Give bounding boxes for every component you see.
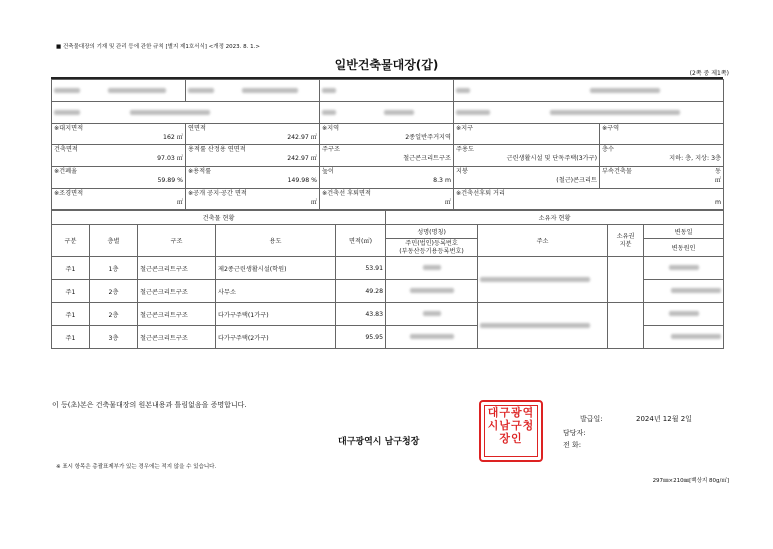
- col-use: 용도: [216, 225, 336, 257]
- col-area: 면적(㎡): [336, 225, 386, 257]
- col-change-reason: 변동원인: [644, 239, 724, 257]
- district-cell: ※지구: [454, 124, 600, 145]
- document-title: 일반건축물대장(갑): [334, 58, 439, 72]
- sector-cell: ※구역: [600, 124, 724, 145]
- site-location-cell: [52, 102, 320, 124]
- table-row: 주1 2층 철근콘크리트구조 다가구주택(1가구) 43.83: [52, 303, 724, 326]
- register-sheet: [51, 77, 723, 349]
- phone-label: 전 화:: [563, 441, 582, 449]
- total-area-cell: 연면적 242.97 ㎡: [186, 124, 320, 145]
- owner-status-heading: 소유자 현황: [386, 211, 724, 225]
- household-cell: [454, 80, 724, 102]
- page-count: (2쪽 중 제1쪽): [689, 70, 729, 77]
- col-division: 구분: [52, 225, 90, 257]
- annex-cell: 부속건축물 동 ㎡: [600, 167, 724, 189]
- setback-area-cell: ※건축선 후퇴면적 ㎡: [320, 189, 454, 210]
- col-structure: 구조: [138, 225, 216, 257]
- manager-label: 담당자:: [563, 429, 586, 437]
- setback-distance-cell: ※건축선후퇴 거리 m: [454, 189, 724, 210]
- building-status-heading: 건축물 현황: [52, 211, 386, 225]
- paper-spec: 297㎜×210㎜[백상지 80g/㎡]: [652, 478, 729, 484]
- table-row: 주1 2층 철근콘크리트구조 사무소 49.28: [52, 280, 724, 303]
- info-row-building: [52, 145, 724, 167]
- col-address: 주소: [478, 225, 608, 257]
- col-owner-name: 성명(명칭): [386, 225, 478, 239]
- road-address-cell: [454, 102, 724, 124]
- status-section-row: [52, 211, 724, 225]
- lot-number-cell: [320, 102, 454, 124]
- table-row: 주1 3층 철근콘크리트구조 다가구주택(2가구) 95.95: [52, 326, 724, 349]
- info-table: [51, 79, 724, 210]
- info-row-location: [52, 102, 724, 124]
- height-cell: 높이 8.3 m: [320, 167, 454, 189]
- col-share: 소유권 지분: [608, 225, 644, 257]
- form-regulation-note: ■ 건축물대장의 기재 및 관리 등에 관한 규칙 [별지 제1호서식] <개정 2023. 8. 1.>: [56, 44, 260, 50]
- public-space-cell: ※공개 공지·공간 면적 ㎡: [186, 189, 320, 210]
- info-row-ids: [52, 80, 724, 102]
- info-row-ratio: [52, 167, 724, 189]
- roof-cell: 지붕 (철근)콘크리트: [454, 167, 600, 189]
- landscape-cell: ※조경면적 ㎡: [52, 189, 186, 210]
- col-id-number: 주민(법인)등록번호 (부동산등기용등록번호): [386, 239, 478, 257]
- table-row: 주1 1층 철근콘크리트구조 제2종근린생활시설(학원) 53.91: [52, 257, 724, 280]
- issuer-name: 대구광역시 남구청장: [338, 437, 420, 447]
- col-change-date: 변동일: [644, 225, 724, 239]
- name-cell: [320, 80, 454, 102]
- info-row-areas: [52, 124, 724, 145]
- seal-text: 대구광역시남구청장인: [484, 405, 538, 457]
- bcr-cell: ※건폐율 59.89 %: [52, 167, 186, 189]
- status-header-row-1: [52, 225, 724, 239]
- certification-statement: 이 등(초)본은 건축물대장의 원본내용과 틀림없음을 증명합니다.: [52, 401, 247, 409]
- status-table: [51, 210, 724, 349]
- far-area-cell: 용적률 산정용 연면적 242.97 ㎡: [186, 145, 320, 167]
- issue-date-label: 발급일:: [580, 415, 603, 423]
- site-area-cell: ※대지면적 162 ㎡: [52, 124, 186, 145]
- col-floor: 층별: [90, 225, 138, 257]
- info-row-landscape: [52, 189, 724, 210]
- unique-number-cell-2: [186, 80, 320, 102]
- structure-cell: 주구조 철근콘크리트구조: [320, 145, 454, 167]
- unique-number-cell: [52, 80, 186, 102]
- zone-cell: ※지역 2종일반주거지역: [320, 124, 454, 145]
- floors-cell: 층수 지하: 층, 지상: 3층: [600, 145, 724, 167]
- far-cell: ※용적률 149.98 %: [186, 167, 320, 189]
- building-area-cell: 건축면적 97.03 ㎡: [52, 145, 186, 167]
- issue-date: 2024년 12월 2일: [636, 415, 692, 423]
- official-seal: [479, 400, 543, 462]
- footnote: ※ 표시 항목은 총괄표제부가 있는 경우에는 적지 않을 수 있습니다.: [56, 464, 217, 470]
- main-use-cell: 주용도 근린생활시설 및 단독주택(3가구): [454, 145, 600, 167]
